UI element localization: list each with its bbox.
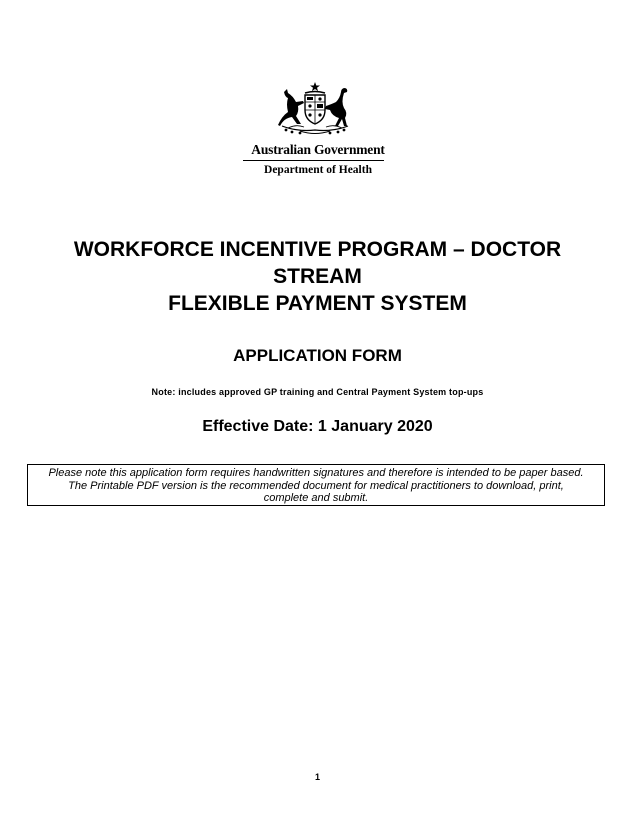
paper-based-notice	[27, 464, 605, 506]
effective-date: Effective Date: 1 January 2020	[202, 418, 433, 435]
coat-of-arms-icon	[274, 80, 356, 136]
page-number: 1	[314, 772, 320, 782]
title-line: STREAM	[273, 265, 362, 288]
government-name: Australian Government	[251, 142, 385, 157]
notice-line: The Printable PDF version is the recommended document for medical practitioners to download, print,	[68, 479, 564, 492]
department-name: Department of Health	[264, 164, 372, 176]
notice-line: complete and submit.	[263, 492, 369, 504]
form-name: APPLICATION FORM	[233, 346, 402, 365]
title-line: WORKFORCE INCENTIVE PROGRAM – DOCTOR	[73, 238, 562, 261]
header-divider	[243, 160, 384, 161]
notice-line: Please note this application form requires handwritten signatures and therefore is intended to be paper based.	[48, 467, 584, 479]
document-title	[30, 236, 605, 317]
title-line: FLEXIBLE PAYMENT SYSTEM	[168, 292, 467, 315]
scope-note: Note: includes approved GP training and Central Payment System top-ups	[151, 387, 484, 397]
